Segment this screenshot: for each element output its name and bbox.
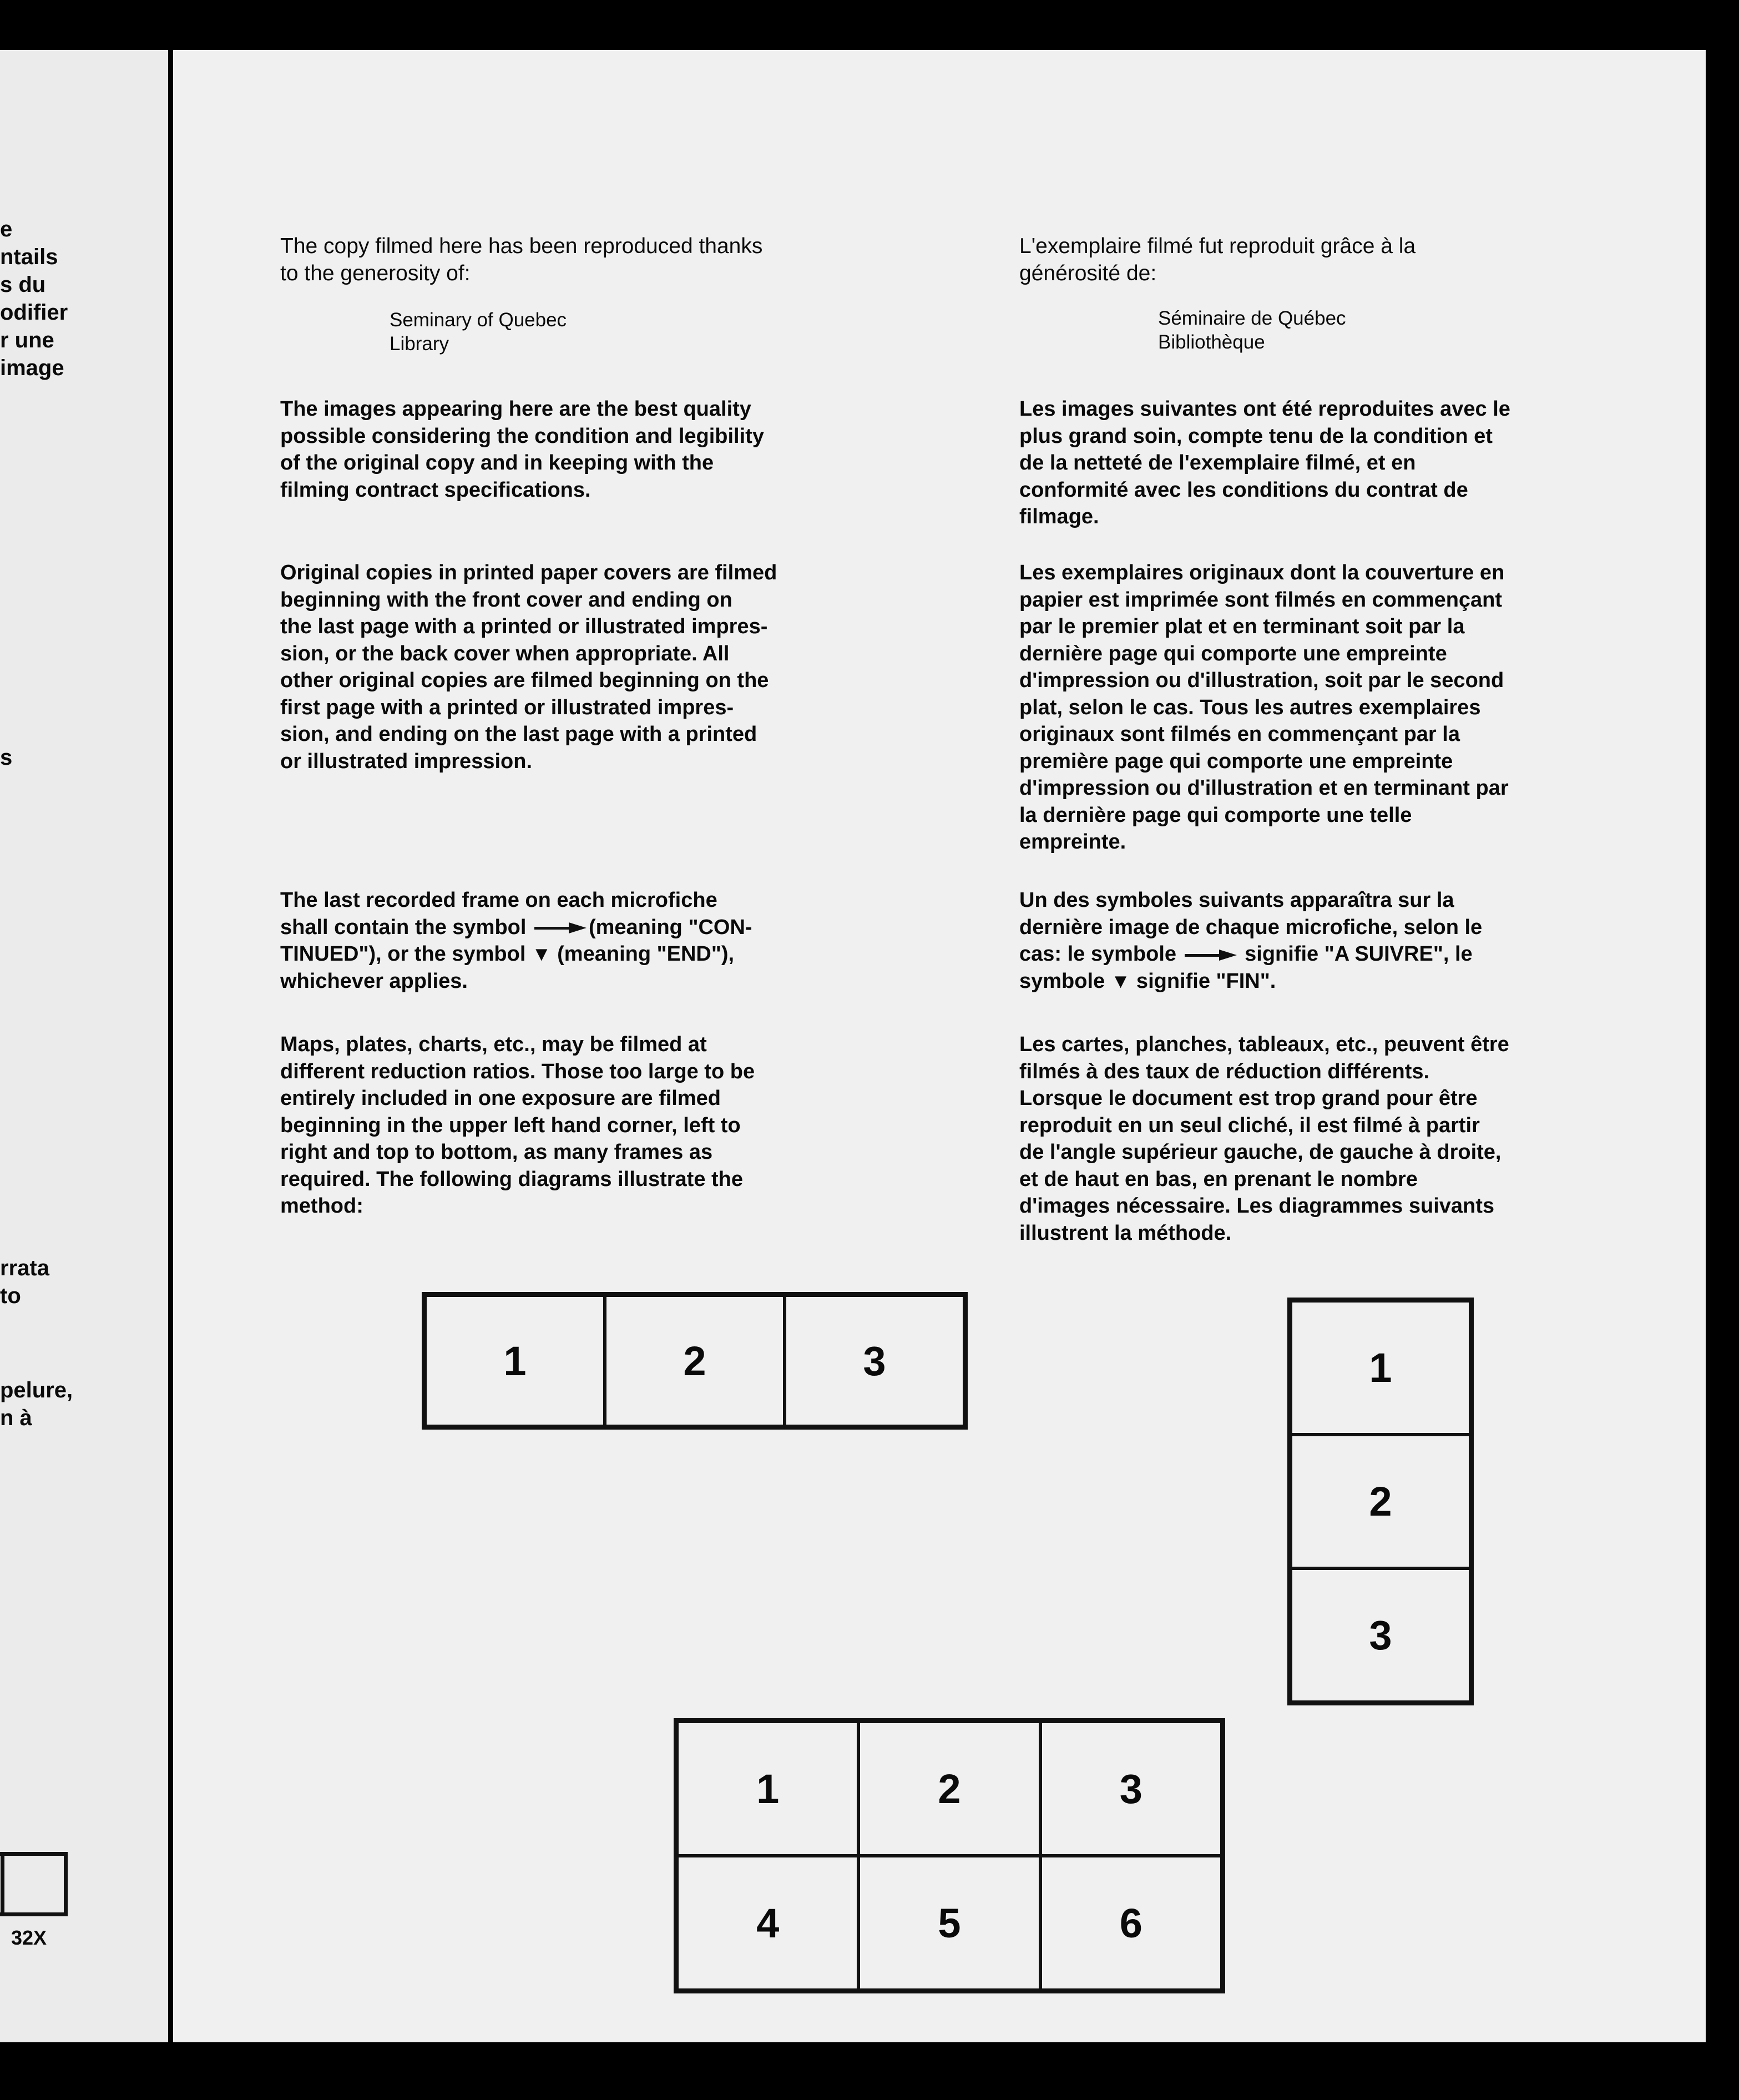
text: Un des symboles suivants apparaîtra sur la dernière image de chaque microfiche, selon le cas: le symbole — [1019, 889, 1483, 966]
french-quality-paragraph: Les images suivantes ont été reproduites avec le plus grand soin, compte tenu de la condition et de la netteté de l'exemplaire filmé, et en conformité avec les conditions du contrat de filmage. — [1019, 397, 1510, 528]
frame-cell: 5 — [858, 1856, 1040, 1990]
resolution-label: 32X — [11, 1926, 47, 1949]
frame-cell: 1 — [1291, 1301, 1470, 1435]
frame-cell: 6 — [1040, 1856, 1222, 1990]
continued-arrow-icon — [1185, 950, 1237, 961]
frame-cell: 2 — [858, 1722, 1040, 1856]
frame-cell: 3 — [785, 1295, 964, 1426]
english-symbols-paragraph — [280, 887, 752, 995]
frame-cell: 3 — [1040, 1722, 1222, 1856]
vertical-frames-diagram — [1287, 1298, 1474, 1705]
end-triangle-icon: ▼ — [1110, 969, 1131, 992]
english-intro: The copy filmed here has been reproduced thanks to the generosity of: — [280, 234, 763, 285]
english-covers-paragraph: Original copies in printed paper covers are filmed beginning with the front cover and ending on the last page with a printed or illustrated impres- sion, or the back cover when appropriate. All other original copies are filmed beginning on the first page with a printed or illustrated impres- sion, and ending on the last page with a printed or illustrated impression. — [280, 561, 777, 773]
end-triangle-icon: ▼ — [531, 942, 552, 965]
french-covers-paragraph: Les exemplaires originaux dont la couverture en papier est imprimée sont filmés en commençant par le premier plat et en terminant soit par la dernière page qui comporte une empreinte d'impression ou d'illustration, soit par le second plat, selon le cas. Tous les autres exemplaires originaux sont filmés en commençant par la première page qui comporte une empreinte d'impression ou d'illustration et en terminant par la dernière page qui comporte une telle empreinte. — [1019, 561, 1509, 854]
frame-cell: 1 — [425, 1295, 605, 1426]
fragment: n à — [0, 1406, 32, 1430]
english-institution: Seminary of Quebec Library — [390, 309, 567, 355]
text: signifie "A SUIVRE", le symbole — [1019, 942, 1473, 993]
fragment: e — [0, 217, 13, 241]
document-page — [173, 50, 1706, 2042]
fragment: ntails — [0, 245, 58, 269]
frame-cell: 3 — [1291, 1568, 1470, 1702]
fragment: rrata — [0, 1256, 49, 1280]
resolution-target-box — [0, 1852, 68, 1916]
frame-cell: 4 — [677, 1856, 858, 1990]
text: (meaning "CON- TINUED"), or the symbol — [280, 915, 752, 966]
frame-cell: 2 — [1291, 1435, 1470, 1568]
grid-frames-diagram — [674, 1718, 1225, 1993]
english-maps-paragraph: Maps, plates, charts, etc., may be filmed at different reduction ratios. Those too large to be entirely included in one exposure are filmed beginning in the upper left hand corner, left to right and top to bottom, as many frames as required. The following diagrams illustrate the method: — [280, 1033, 755, 1218]
french-institution: Séminaire de Québec Bibliothèque — [1158, 307, 1346, 353]
french-symbols-paragraph — [1019, 887, 1482, 995]
fragment: s du — [0, 272, 46, 297]
fragment: odifier — [0, 300, 68, 325]
fragment: s — [0, 745, 13, 770]
french-intro: L'exemplaire filmé fut reproduit grâce à la générosité de: — [1019, 234, 1416, 285]
frame-cell: 2 — [605, 1295, 785, 1426]
horizontal-frames-diagram — [422, 1292, 968, 1430]
fragment: r une — [0, 328, 54, 352]
adjacent-page-strip — [0, 50, 168, 2042]
fragment: to — [0, 1284, 21, 1308]
english-quality-paragraph: The images appearing here are the best quality possible considering the condition and legibility of the original copy and in keeping with the filming contract specifications. — [280, 397, 764, 502]
frame-cell: 1 — [677, 1722, 858, 1856]
fragment: pelure, — [0, 1378, 73, 1402]
fragment: image — [0, 356, 64, 380]
french-maps-paragraph: Les cartes, planches, tableaux, etc., peuvent être filmés à des taux de réduction différents. Lorsque le document est trop grand pour être reproduit en un seul cliché, il est filmé à partir de l'angle supérieur gauche, de gauche à droite, et de haut en bas, en prenant le nombre d'images nécessaire. Les diagrammes suivants illustrent la méthode. — [1019, 1033, 1509, 1245]
continued-arrow-icon — [534, 922, 587, 933]
text: The last recorded frame on each microfiche shall contain the symbol — [280, 889, 717, 939]
text: (meaning "END"), whichever applies. — [280, 942, 735, 993]
text: signifie "FIN". — [1130, 969, 1276, 993]
